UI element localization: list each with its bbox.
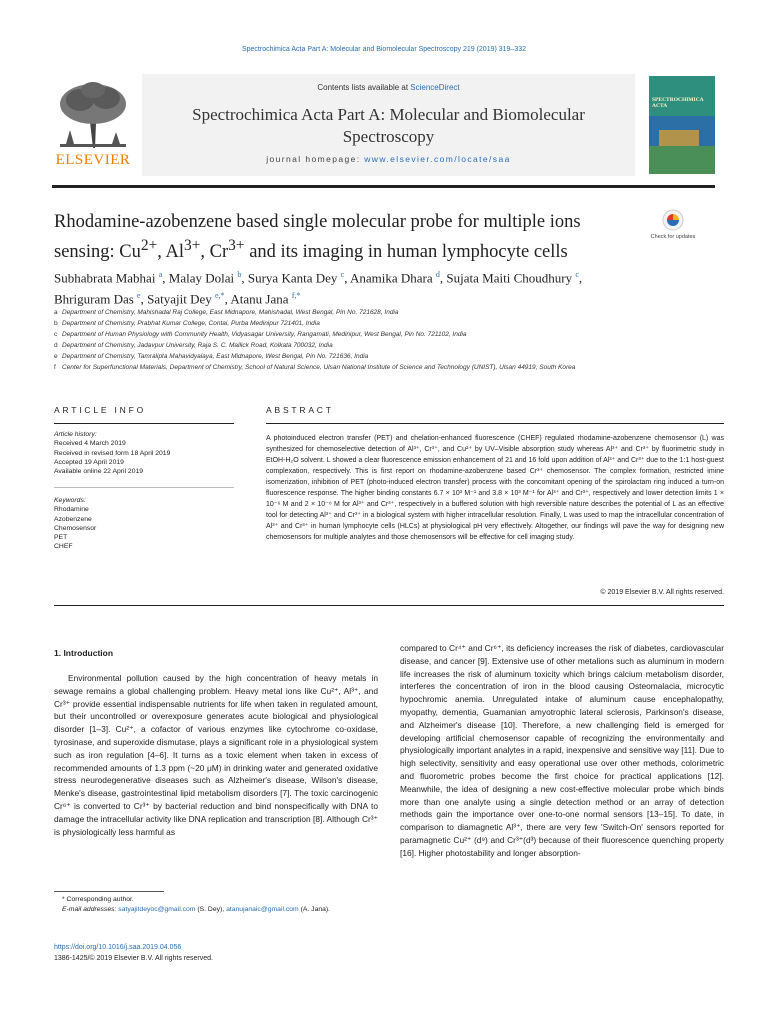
author-name: Satyajit Dey: [147, 291, 212, 307]
author-name: Subhabrata Mabhai: [54, 270, 156, 286]
affiliation-tag: c: [54, 331, 58, 338]
affiliation-tag: a: [54, 309, 58, 316]
homepage-url-link[interactable]: www.elsevier.com/locate/saa: [364, 154, 511, 164]
affiliation: [54, 342, 714, 349]
title-part: and its imaging in human lymphocyte cells: [244, 242, 568, 263]
info-divider: [54, 487, 234, 488]
title-line-2: [54, 234, 614, 264]
author-affil-link[interactable]: c: [575, 270, 579, 279]
title-line-1: Rhodamine-azobenzene based single molecular probe for multiple ions: [54, 212, 581, 232]
header-rule: [52, 185, 715, 188]
homepage-label: journal homepage:: [266, 154, 365, 164]
cover-title: SPECTROCHIMICA ACTA: [652, 97, 704, 109]
title-part: , Cr: [200, 242, 229, 263]
article-title: [54, 210, 614, 264]
check-updates-icon: [645, 208, 701, 234]
history-item: Received 4 March 2019: [54, 440, 126, 448]
contents-prefix: Contents lists available at: [317, 83, 411, 92]
introduction-heading: 1. Introduction: [54, 648, 114, 658]
title-part: , Al: [157, 242, 184, 263]
journal-citation-link[interactable]: Spectrochimica Acta Part A: Molecular and Biomolecular Spectroscopy 219 (2019) 319–332: [241, 46, 527, 53]
abstract-copyright: © 2019 Elsevier B.V. All rights reserved.: [600, 589, 724, 596]
author-affil-link[interactable]: e,*: [215, 291, 225, 301]
title-sup: 3+: [184, 237, 201, 254]
history-label: Article history:: [54, 431, 97, 438]
journal-info-box: [142, 74, 635, 176]
author-name: Malay Dolai: [168, 270, 235, 286]
affiliation-text: Department of Chemistry, Mahishadal Raj College, East Midnapore, Mahishadal, West Bengal, Pin No. 721628, India: [62, 309, 399, 316]
author-name: Atanu Jana: [230, 291, 289, 307]
footnote-rule: [54, 891, 164, 892]
author-affil-link[interactable]: b: [237, 270, 242, 279]
affiliation-tag: e: [54, 353, 58, 360]
doi-link[interactable]: https://doi.org/10.1016/j.saa.2019.04.056: [54, 944, 182, 951]
author-affil-link[interactable]: e: [137, 291, 141, 301]
affiliation: [54, 353, 714, 360]
affiliation: [54, 331, 714, 338]
affiliation: [54, 309, 714, 316]
journal-header: [52, 74, 715, 176]
author-affil-link[interactable]: a: [158, 270, 163, 279]
keyword: PET: [54, 534, 68, 542]
email-label: E-mail addresses:: [62, 906, 119, 913]
keyword: Azobenzene: [54, 515, 92, 523]
keyword: CHEF: [54, 543, 73, 551]
intro-right-column: [400, 642, 724, 860]
email-link[interactable]: satyajitdeyoc@gmail.com: [118, 906, 196, 913]
sciencedirect-link[interactable]: ScienceDirect: [410, 83, 460, 92]
author-affil-link[interactable]: c: [340, 270, 345, 279]
affiliation: [54, 320, 714, 327]
history-item: Accepted 19 April 2019: [54, 458, 124, 466]
intro-paragraph: Environmental pollution caused by the high concentration of heavy metals in sewage remains a global challenging problem. Heavy metal ions like Cu²⁺, Al³⁺, and Cr³⁺ provide essential indispensable nutrients for life when taken in regulated amount, but their uncontrolled or overexposure generates acute biological and physiological disorder [1–3]. Cu²⁺, a cofactor of various enzymes like cytochrome co-oxidase, tyrosinase, and superoxide dismutase, plays a significant role in a physiological system such as iron regulation [4–6]. It turns as a toxic element when taken in excess of recommended amounts of 1.3 ppm (~20 μM) in drinking water and generated oxidative stress neurodegenerative diseases such as Alzheimer's disease, Wilson's disease, Menke's disease, gastrointestinal lipid metabolism disorders [7]. The toxic carcinogenic Cr⁶⁺ is converted to Cr³⁺ by bacterial reduction and bind nonspecifically with DNA to damage the intracellular activity like DNA replication and transcription [8]. Although Cr³⁺ is physiologically less harmful as: [54, 673, 378, 837]
intro-paragraph: compared to Cr⁴⁺ and Cr⁶⁺, its deficiency increases the risk of diabetes, cardiovascular disease, and cancer [9]. Extensive use of other metalions such as aluminum in modern life increases the risk of aluminum toxicity which brings calcium metabolism disorder, interferes the concentration of iron in the blood causing Osteomalacia, microcytic hypochromic anemia. Unregulated intake of aluminum cause encephalopathy, myopathy, dementia, Guamanian amyotrophic lateral sclerosis, Parkinson's disease, and Alzheimer's disease [10]. Therefore, a new challenging field is emerged for developing artificial chemosensor capable of recognizing the environmentally and physiologically important analytes in a rapid, inexpensive and sensitive way [11]. Due to high selectivity, sensitivity and easy operational use over other methods, colorimetric and fluorometric probes become the first choice for practical applications [12]. Meanwhile, the idea of designing a new cost-effective molecular probe which binds more than one analyte using a single detection method or an array of detection methods gain the importance over one-to-one normal sensors [13–15]. To date, in comparison to diamagnetic Al³⁺, there are very few 'Switch-On' sensors reported for paramagnetic Cu²⁺ (d⁹) and Cr³⁺(d³) because of their fluorescence quenching property [16]. Higher photostability and longer absorption-: [400, 643, 724, 858]
title-part: sensing: Cu: [54, 242, 141, 263]
contents-line: [142, 83, 635, 92]
title-sup: 2+: [140, 237, 158, 254]
keywords-label: Keywords:: [54, 497, 86, 504]
author-name: Sujata Maiti Choudhury: [446, 270, 573, 286]
article-info-rule: [54, 423, 234, 424]
title-sup: 3+: [228, 237, 245, 254]
cover-art-base: [649, 146, 715, 174]
email-link[interactable]: atanujanaic@gmail.com: [226, 906, 299, 913]
journal-title: Spectrochimica Acta Part A: Molecular and Biomolecular Spectroscopy: [192, 105, 585, 146]
keywords: [54, 496, 234, 552]
affiliation-text: Center for Superfunctional Materials, Department of Chemistry, School of Natural Science, Ulsan National Institute of Science and Technology (UNIST), Ulsan 44919, South Korea: [62, 364, 576, 371]
author-name: Surya Kanta Dey: [247, 270, 338, 286]
affiliation-tag: f: [54, 364, 56, 371]
author-name: Anamika Dhara: [350, 270, 433, 286]
author-name: Bhriguram Das: [54, 291, 134, 307]
author-affil-link[interactable]: f,*: [291, 291, 301, 301]
journal-homepage: [142, 154, 635, 164]
issn-copyright: 1386-1425/© 2019 Elsevier B.V. All rights reserved.: [54, 955, 213, 962]
affiliation-text: Department of Chemistry, Jadavpur University, Raja S. C. Mallick Road, Kolkata 700032, India: [62, 342, 333, 349]
history-item: Received in revised form 18 April 2019: [54, 449, 171, 457]
keyword: Chemosensor: [54, 524, 97, 532]
journal-cover-thumbnail[interactable]: [649, 76, 715, 174]
article-history: [54, 430, 234, 476]
affiliation: [54, 364, 714, 371]
doi-block: [54, 942, 213, 964]
email-owner: (S. Dey),: [195, 906, 227, 913]
affiliation-tag: d: [54, 342, 58, 349]
abstract-text: A photoinduced electron transfer (PET) and chelation-enhanced fluorescence (CHEF) regulated rhodamine-azobenzene chemosensor (L) was synthesized for chemoselective detection of Al³⁺, Cr³⁺, and Cu²⁺ by UV–Visible absorption study whereas Al³⁺ and Cr³⁺ by fluorimetric study in EtOH-H₂O solvent. L showed a clear fluorescence emission enhancement of 21 and 16 fold upon addition of Al³⁺ and Cr³⁺ due to the 1:1 host-guest complexation, respectively. This is first report on rhodamine-azobenzene based Cr³⁺ chemosensor. The complex formation, restricted imine isomerization, inhibition of PET (photo-induced electron transfer) process with the concomitant opening of the spirolactam ring induced a turn-on fluorescence response. The higher binding constants 6.7 × 10³ M⁻¹ and 3.8 × 10³ M⁻¹ for Al³⁺ and Cr³⁺, respectively and lower detection limits 1 × 10⁻⁶ M and 2 × 10⁻⁶ M for Al³⁺ and Cr³⁺, respectively in a buffered solution with high reversible nature describes the potential of L as an effective tool for detecting Al³⁺ and Cr³⁺ in a biological system with higher intracellular resolution. Finally, L was used to map the intracellular concentration of Al³⁺ and Cr³⁺ in human lymphocyte cells (HLCs) at physiological pH very effectively. Altogether, our findings will pave the way for designing new chemosensors for multiple analytes and those chemosensors will be effective for cell imaging study.: [266, 435, 724, 541]
corresponding-author-note: * Corresponding author.: [62, 896, 134, 903]
email-line: [54, 905, 384, 915]
check-updates-label: Check for updates: [650, 234, 696, 240]
email-owner: (A. Jana).: [298, 906, 331, 913]
affiliation-text: Department of Human Physiology with Community Health, Vidyasagar University, Rangamati, Medinipur, West Bengal, Pin No. 721102, India: [62, 331, 467, 338]
affiliation-text: Department of Chemistry, Prabhat Kumar College, Contai, Purba Medinipur 721401, India: [62, 320, 320, 327]
history-item: Available online 22 April 2019: [54, 468, 144, 476]
keyword: Rhodamine: [54, 506, 89, 514]
abstract-rule: [266, 423, 724, 424]
check-for-updates-button[interactable]: [645, 208, 701, 252]
elsevier-wordmark: ELSEVIER: [55, 152, 131, 168]
abstract-heading: ABSTRACT: [266, 405, 334, 415]
affiliation-text: Department of Chemistry, Tamralipta Mahavidyalaya, East Midnapore, West Bengal, Pin No. 721636, India: [62, 353, 369, 360]
author-list: Subhabrata Mabhai $^a$, Malay Dolai $^b$, Surya Kanta Dey $^c$, Anamika Dhara $^d$, Sujata Maiti Choudhury $^c$, Bhriguram Das $^e$, Satyajit Dey $^{e,*}$, Atanu Jana $^{f,*}$: [54, 270, 583, 307]
intro-left-column: [54, 672, 378, 838]
footnote: [54, 895, 384, 915]
affiliation-tag: b: [54, 320, 58, 327]
article-info-heading: ARTICLE INFO: [54, 405, 147, 415]
abstract-bottom-rule: [54, 605, 724, 606]
author-affil-link[interactable]: d: [435, 270, 440, 279]
